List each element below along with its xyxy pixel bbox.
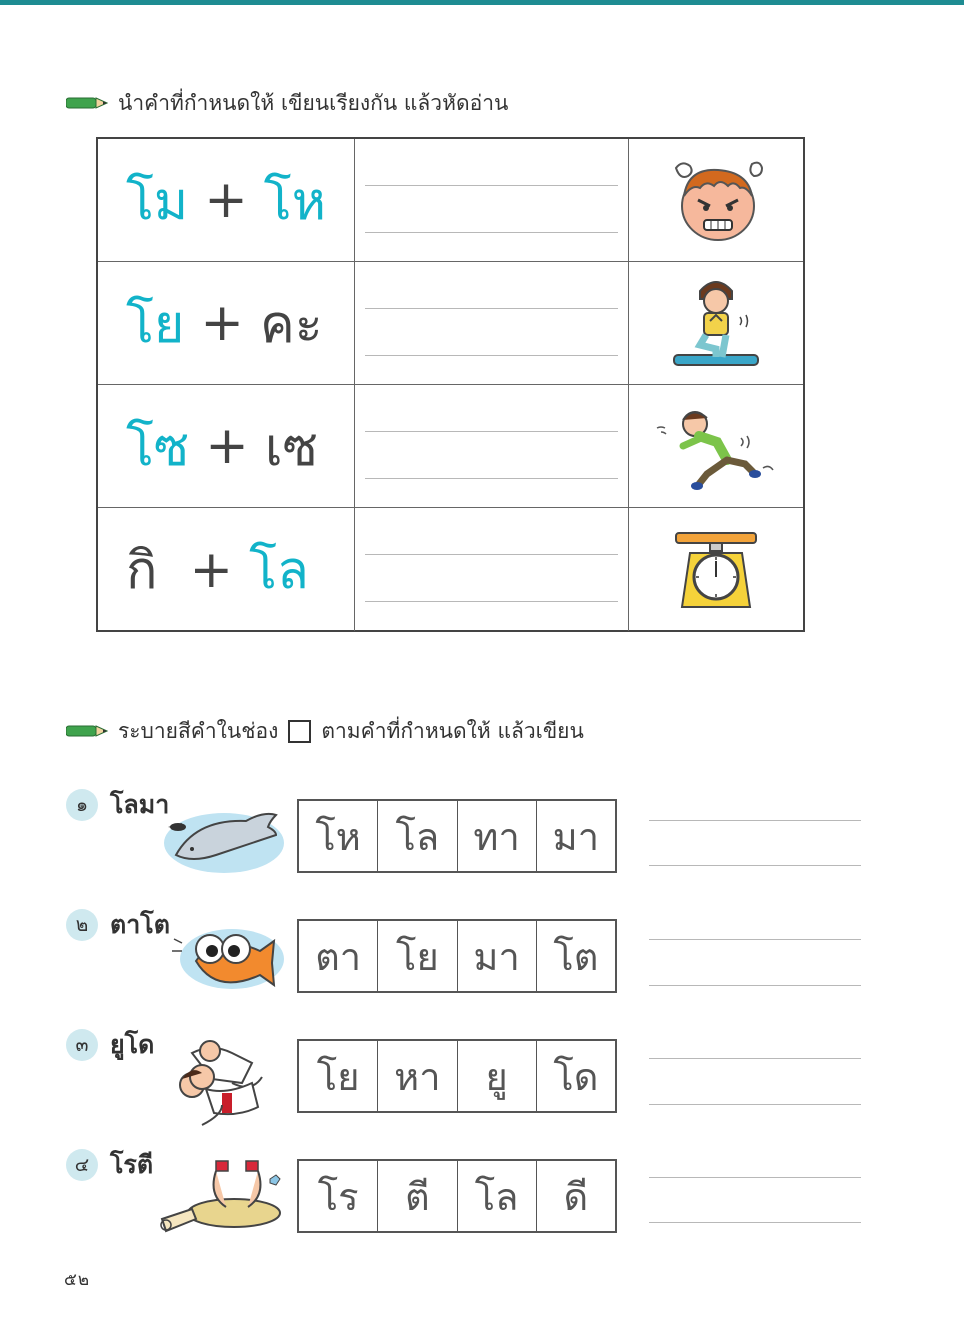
choice-box[interactable]: ตา [299,921,378,991]
big-eyed-fish-icon [162,913,288,1001]
section2-instruction [66,716,584,746]
second-syllable: คะ [259,294,323,355]
second-syllable: เซ [264,417,318,478]
writing-line [365,431,618,432]
writing-line [365,185,618,186]
writing-line[interactable] [649,939,861,940]
choice-box[interactable]: โย [299,1041,378,1111]
first-syllable: กิ [126,541,158,601]
exercise-item [66,789,866,889]
choice-boxes [297,919,617,993]
checkbox-symbol [288,720,311,743]
writing-line[interactable] [649,1104,861,1105]
writing-area[interactable] [355,508,629,631]
item-number: ๔ [66,1149,98,1181]
syllable-cell [98,508,355,631]
exercise-item [66,1029,866,1129]
writing-area[interactable] [355,385,629,507]
writing-line[interactable] [649,1177,861,1178]
writing-line[interactable] [649,865,861,866]
section1-instruction-text: นำคำที่กำหนดให้ เขียนเรียงกัน แล้วหัดอ่าน [118,90,509,115]
item-word: โลมา [110,790,170,819]
plus-sign: + [189,539,234,600]
item-number: ๑ [66,789,98,821]
section1-instruction [66,88,508,118]
choice-box[interactable]: มา [458,921,537,991]
choice-box[interactable]: โล [458,1161,537,1231]
choice-box[interactable]: โย [378,921,457,991]
choice-box[interactable]: ทา [458,801,537,871]
first-syllable: โม [126,171,189,232]
writing-area[interactable] [355,139,629,261]
table-row [98,262,803,385]
second-syllable: โห [263,171,327,232]
word-combine-table [96,137,805,632]
writing-line [365,232,618,233]
choice-box[interactable]: ยู [458,1041,537,1111]
item-word: โรตี [110,1150,154,1179]
writing-line[interactable] [649,820,861,821]
picture-cell [629,385,803,507]
writing-line[interactable] [649,1222,861,1223]
yoga-girl-icon [666,275,766,371]
plus-sign: + [205,416,249,476]
pencil-icon [66,96,108,110]
staggering-man-icon [651,398,781,494]
top-rule [0,0,964,5]
writing-line[interactable] [649,985,861,986]
picture-cell [629,508,803,631]
section2-instruction-part1: ระบายสีคำในช่อง [118,718,279,743]
syllable-cell [98,139,355,261]
choice-boxes [297,1039,617,1113]
choice-box[interactable]: โต [553,934,599,979]
second-syllable: โล [249,541,309,601]
section2-instruction-part2: ตามคำที่กำหนดให้ แล้วเขียน [321,718,584,743]
writing-line [365,554,618,555]
exercise-item [66,1149,866,1249]
pencil-icon [66,724,108,738]
first-syllable: โซ [126,417,190,478]
first-syllable: โย [126,294,185,355]
syllable-cell [98,262,355,384]
item-word: ตาโต [110,910,170,939]
page-number: ๕๒ [64,1270,91,1290]
writing-line [365,308,618,309]
weighing-scale-icon [668,527,764,613]
choice-boxes [297,799,617,873]
writing-area[interactable] [355,262,629,384]
choice-box[interactable]: โร [299,1161,378,1231]
choice-box[interactable]: มา [552,814,600,859]
rolling-dough-icon [146,1153,292,1241]
plus-sign: + [204,170,248,230]
writing-line [365,355,618,356]
judo-kids-icon [162,1033,288,1133]
writing-line [365,601,618,602]
angry-face-icon [666,156,766,244]
table-row [98,139,803,262]
item-number: ๒ [66,909,98,941]
choice-box[interactable]: ดี [563,1174,589,1219]
item-number: ๓ [66,1029,98,1061]
writing-line[interactable] [649,1058,861,1059]
picture-cell [629,139,803,261]
choice-box[interactable]: โห [299,801,378,871]
picture-cell [629,262,803,384]
syllable-cell [98,385,355,507]
writing-line [365,478,618,479]
choice-box[interactable]: หา [378,1041,457,1111]
dolphin-icon [162,793,288,881]
choice-boxes [297,1159,617,1233]
table-row [98,508,803,631]
table-row [98,385,803,508]
choice-box[interactable]: ตี [378,1161,457,1231]
choice-box[interactable]: โล [378,801,457,871]
plus-sign: + [200,293,244,353]
choice-box[interactable]: โด [553,1054,599,1099]
item-word: ยูโด [110,1030,155,1059]
exercise-item [66,909,866,1009]
